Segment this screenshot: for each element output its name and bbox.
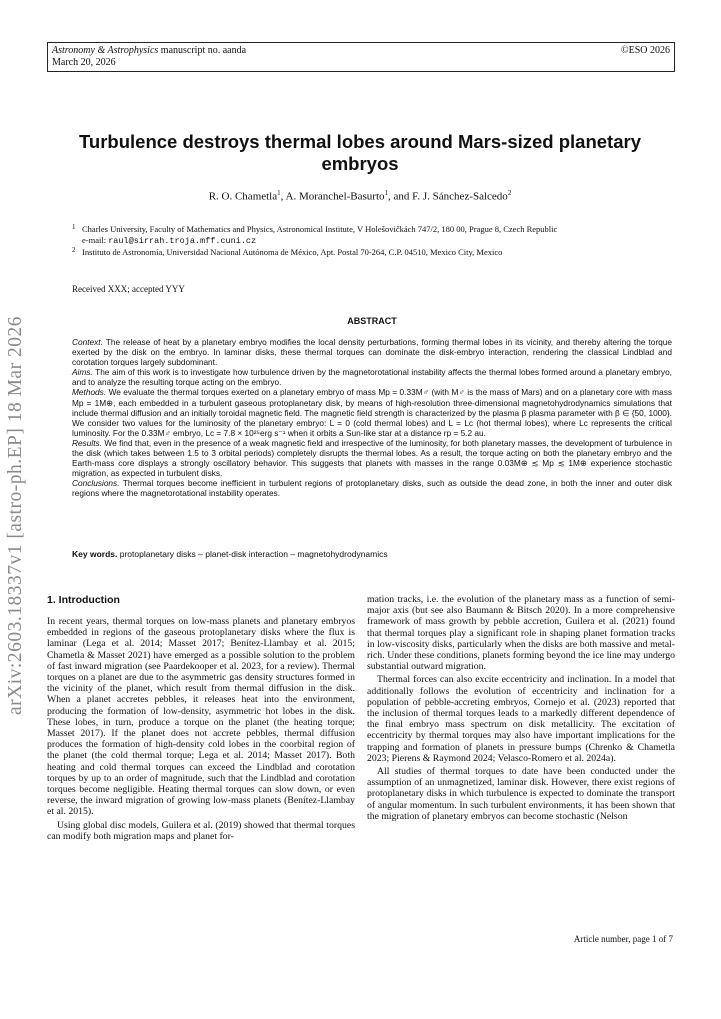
email-label: e-mail:	[82, 235, 109, 245]
section-heading: 1. Introduction	[47, 594, 120, 606]
email-address[interactable]: raul@sirrah.troja.mff.cuni.cz	[108, 236, 257, 246]
body-paragraph: mation tracks, i.e. the evolution of the planetary mass as a function of semi-major axis (but see also Baumann & Bitsch 2020). In a more comprehensive framework of mass growth by pebble accretion, Guilera et al. (2021) found that thermal torques play a significant role in shaping planet formation tracks in low-viscosity disks, particularly when the disks are both massive and metal-rich. Under these conditions, planets forming beyond the ice line may undergo substantial outward migration.	[367, 594, 675, 673]
author-list	[47, 189, 673, 203]
methods-text: We evaluate the thermal torques exerted on a planetary embryo of mass Mp = 0.33M♂ (with M♂ is the mass of Mars) and on a planetary core with mass Mp = 1M⊕, each embedded in a turbulent gaseous protoplanetary disk, by means of high-resolution three-dimensional magnetohydrodynamics simulations that include thermal diffusion and an initially toroidal magnetic field. The magnetic field strength is characterized by the plasma β plasma parameter with β ∈ {50, 1000}. We consider two values for the luminosity of the planetary embryo: L = 0 (cold thermal lobes) and L = Lc (hot thermal lobes), where Lc represents the critical luminosity. For the 0.33M♂ embryo, Lc = 7.8 × 10²⁵erg s⁻¹ when it orbits a Sun-like star at a distance rp = 5.2 au.	[72, 387, 672, 438]
author-name: R. O. Chametla	[208, 190, 278, 203]
abstract-conclusions	[72, 478, 672, 498]
journal-header-box	[47, 42, 675, 72]
abstract-aims	[72, 367, 672, 387]
author-affil-mark: 1	[384, 189, 389, 197]
affiliations	[72, 224, 672, 258]
author-affil-mark: 1	[277, 189, 281, 197]
manuscript-label: manuscript no. aanda	[158, 45, 247, 56]
abstract-body	[72, 337, 672, 499]
arxiv-identifier: arXiv:2603.18337v1 [astro-ph.EP] 18 Mar 2026	[5, 316, 26, 715]
author-name: F. J. Sánchez-Salcedo	[412, 190, 508, 203]
journal-name: Astronomy & Astrophysics	[52, 45, 159, 56]
affiliation-item	[72, 224, 672, 247]
manuscript-date: March 20, 2026	[52, 57, 116, 68]
conclusions-label: Conclusions.	[72, 478, 120, 489]
body-paragraph: All studies of thermal torques to date have been conducted under the assumption of an unmagnetized, laminar disk. However, there exist regions of protoplanetary disks in which turbulence is expected to dominate the transport of angular momentum. In such turbulent environments, it has been shown that the migration of planetary embryos can become stochastic (Nelson	[367, 766, 675, 822]
abstract-results	[72, 438, 672, 478]
affiliation-item	[72, 247, 672, 258]
methods-label: Methods.	[72, 387, 107, 398]
author-name: A. Moranchel-Basurto	[285, 190, 385, 203]
context-text: The release of heat by a planetary embryo modifies the local density perturbations, forming thermal lobes in its vicinity, and thereby altering the torque exerted by the disk on the embryo. In laminar disks, these thermal torques can dominate the disk-embryo interaction, rendering the classical Lindblad and corotation torques largely subdominant.	[72, 337, 672, 368]
results-label: Results.	[72, 437, 102, 448]
body-paragraph: Thermal forces can also excite eccentricity and inclination. In a model that additionally follows the evolution of eccentricity and inclination for a population of pebble-accreting embryos, Cornejo et al. (2023) reported that the inclusion of thermal torques leads to a markedly different dependence of the final embryo mass spectrum on disk metallicity. The excitation of eccentricity by thermal torques may also have important implications for the trapping and formation of planets in pressure bumps (Chrenko & Chametla 2023; Pierens & Raymond 2024; Velasco-Romero et al. 2024a).	[367, 674, 675, 764]
keywords-text: protoplanetary disks – planet-disk interaction – magnetohydrodynamics	[117, 549, 388, 559]
results-text: We find that, even in the presence of a weak magnetic field and irrespective of the luminosity, for both planetary masses, the development of turbulence in the disk (which takes between 1.5 to 3 orbital periods) completely disrupts the thermal lobes. As a result, the torque acting on both the planetary embryo and the Earth-mass core displays a strongly oscillatory behavior. This suggests that planets with masses in the range 0.03M⊕ ≲ Mp ≲ 1M⊕ experience stochastic migration, as expected in turbulent disks.	[72, 437, 672, 479]
body-paragraph: In recent years, thermal torques on low-mass planets and planetary embryos embedded in regions of the gaseous protoplanetary disks where the flux is laminar (Lega et al. 2014; Masset 2017; Benítez-Llambay et al. 2015; Chametla & Masset 2021) have emerged as a possible solution to the problem of fast inward migration (see Paardekooper et al. 2023, for a review). Thermal torques on a planet are due to the asymmetric gas density structures formed in the vicinity of the planet, which result from thermal diffusion in the disk. When a planet accretes pebbles, it releases heat into the environment, producing the formation of low-density, asymmetric hot lobes in the disk. These lobes, in turn, produce a torque on the planet (the heating torque; Masset 2017). If the planet does not accrete pebbles, thermal diffusion produces the formation of high-density cold lobes in the coorbital region of the planet (the cold thermal torque; Lega et al. 2014; Masset 2017). Both heating and cold thermal torques can exceed the Lindblad and corotation torques by up to an order of magnitude, such that the Lindblad and corotation torques become negligible. Heating thermal torques can slow down, or even reverse, the inward migration of growing low-mass planets (Benítez-Llambay et al. 2015).	[47, 616, 355, 818]
left-column	[47, 616, 355, 844]
journal-line	[52, 45, 246, 57]
abstract-heading: ABSTRACT	[347, 316, 397, 326]
author-separator: , and	[388, 190, 413, 203]
keywords	[72, 549, 388, 559]
aims-text: The aim of this work is to investigate how turbulence driven by the magnetorotational instability affects the thermal lobes formed around a planetary embryo, and to analyze the resulting torque acting on the embryo.	[72, 367, 672, 388]
author-separator: ,	[280, 190, 286, 203]
keywords-label: Key words.	[72, 549, 118, 559]
page-footer: Article number, page 1 of 7	[573, 934, 673, 944]
right-column	[367, 594, 675, 824]
received-accepted: Received XXX; accepted YYY	[72, 284, 185, 294]
conclusions-text: Thermal torques become inefficient in turbulent regions of protoplanetary disks, such as outside the dead zone, in both the inner and outer disk regions where the magnetorotational instability operates.	[72, 478, 672, 499]
author-affil-mark: 2	[507, 189, 512, 197]
context-label: Context.	[72, 337, 103, 347]
copyright-notice: ©ESO 2026	[621, 45, 670, 56]
affiliation-number: 1	[72, 223, 76, 231]
affiliation-number: 2	[72, 246, 76, 254]
abstract-methods	[72, 387, 672, 437]
paper-title: Turbulence destroys thermal lobes around Mars-sized planetary embryos	[78, 131, 641, 174]
affiliation-text: Instituto de Astronomía, Universidad Nacional Autónoma de México, Apt. Postal 70-264, C.P. 04510, Mexico City, Mexico	[82, 247, 503, 257]
body-paragraph: Using global disc models, Guilera et al. (2019) showed that thermal torques can modify both migration maps and planet for-	[47, 819, 355, 842]
abstract-context	[72, 337, 672, 367]
affiliation-text: Charles University, Faculty of Mathematics and Physics, Astronomical Institute, V Holešovičkách 747/2, 180 00, Prague 8, Czech Republic	[82, 224, 558, 234]
aims-label: Aims.	[72, 367, 93, 378]
